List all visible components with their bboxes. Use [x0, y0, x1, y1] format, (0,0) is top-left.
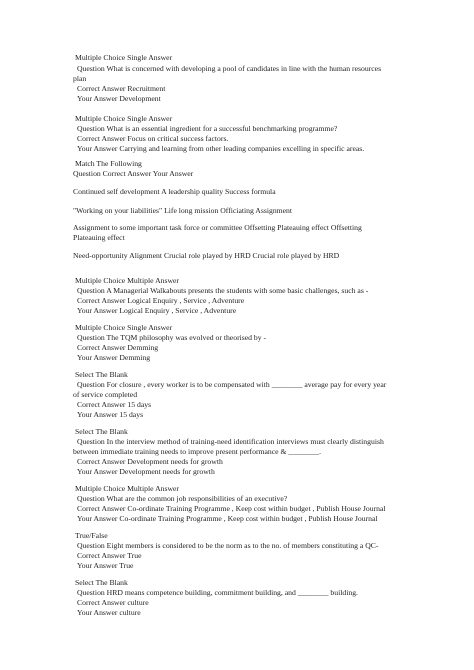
correct-answer: Correct Answer Focus on critical success factors. — [77, 134, 229, 143]
your-answer: Your Answer Development needs for growth — [77, 467, 215, 476]
question-text: Question HRD means competence building, commitment building, and ________ building. — [77, 588, 358, 597]
question-text: Question For closure , every worker is to be compensated with ________ average pay for every year — [77, 380, 387, 389]
question-text-continued: between immediate training needs to improve present performance & ________. — [73, 447, 322, 456]
question-type: Match The Following — [75, 159, 142, 168]
your-answer: Your Answer 15 days — [77, 410, 144, 419]
question-text: Question What is concerned with developing a pool of candidates in line with the human resources — [77, 64, 382, 73]
correct-answer: Correct Answer 15 days — [77, 400, 152, 409]
match-row-continued: Plateauing effect — [73, 233, 125, 242]
question-type: Select The Blank — [75, 578, 128, 587]
match-header: Question Correct Answer Your Answer — [73, 169, 194, 178]
correct-answer: Correct Answer Demming — [77, 343, 159, 352]
question-text: Question The TQM philosophy was evolved or theorised by - — [77, 333, 267, 342]
your-answer: Your Answer culture — [77, 608, 141, 617]
your-answer: Your Answer Carrying and learning from other leading companies excelling in specific areas. — [77, 144, 365, 153]
your-answer: Your Answer True — [77, 561, 134, 570]
match-row: Need-opportunity Alignment Crucial role played by HRD Crucial role played by HRD — [73, 251, 340, 260]
match-row: "Working on your liabilities" Life long mission Officiating Assignment — [73, 206, 293, 215]
question-text: Question What is an essential ingredient for a successful benchmarking programme? — [77, 124, 338, 133]
question-text: Question A Managerial Walkabouts presents the students with some basic challenges, such as - — [77, 286, 369, 295]
question-text-continued: plan — [73, 74, 87, 83]
correct-answer: Correct Answer culture — [77, 598, 149, 607]
question-type: Multiple Choice Multiple Answer — [75, 484, 179, 493]
question-text: Question What are the common job responsibilities of an executive? — [77, 494, 288, 503]
question-text: Question Eight members is considered to be the norm as to the no. of members constituting a QC- — [77, 541, 379, 550]
correct-answer: Correct Answer Logical Enquiry , Service , Adventure — [77, 296, 245, 305]
question-type: Multiple Choice Single Answer — [75, 114, 173, 123]
match-row: Assignment to some important task force or committee Offsetting Plateauing effect Offsetting — [73, 223, 362, 232]
your-answer: Your Answer Logical Enquiry , Service , Adventure — [77, 306, 237, 315]
question-type: Select The Blank — [75, 427, 128, 436]
correct-answer: Correct Answer Co-ordinate Training Programme , Keep cost within budget , Publish House Journal — [77, 504, 386, 513]
your-answer: Your Answer Development — [77, 94, 161, 103]
question-type: Multiple Choice Multiple Answer — [75, 276, 179, 285]
correct-answer: Correct Answer Development needs for growth — [77, 457, 223, 466]
question-type: Multiple Choice Single Answer — [75, 323, 173, 332]
question-type: True/False — [75, 531, 108, 540]
question-type: Select The Blank — [75, 370, 128, 379]
question-text-continued: of service completed — [73, 390, 138, 399]
correct-answer: Correct Answer True — [77, 551, 142, 560]
question-type: Multiple Choice Single Answer — [75, 53, 173, 62]
your-answer: Your Answer Co-ordinate Training Programme , Keep cost within budget , Publish House Journal — [77, 514, 378, 523]
correct-answer: Correct Answer Recruitment — [77, 84, 166, 93]
question-text: Question In the interview method of training-need identification interviews must clearly distinguish — [77, 437, 384, 446]
match-row: Continued self development A leadership quality Success formula — [73, 187, 276, 196]
your-answer: Your Answer Demming — [77, 353, 151, 362]
